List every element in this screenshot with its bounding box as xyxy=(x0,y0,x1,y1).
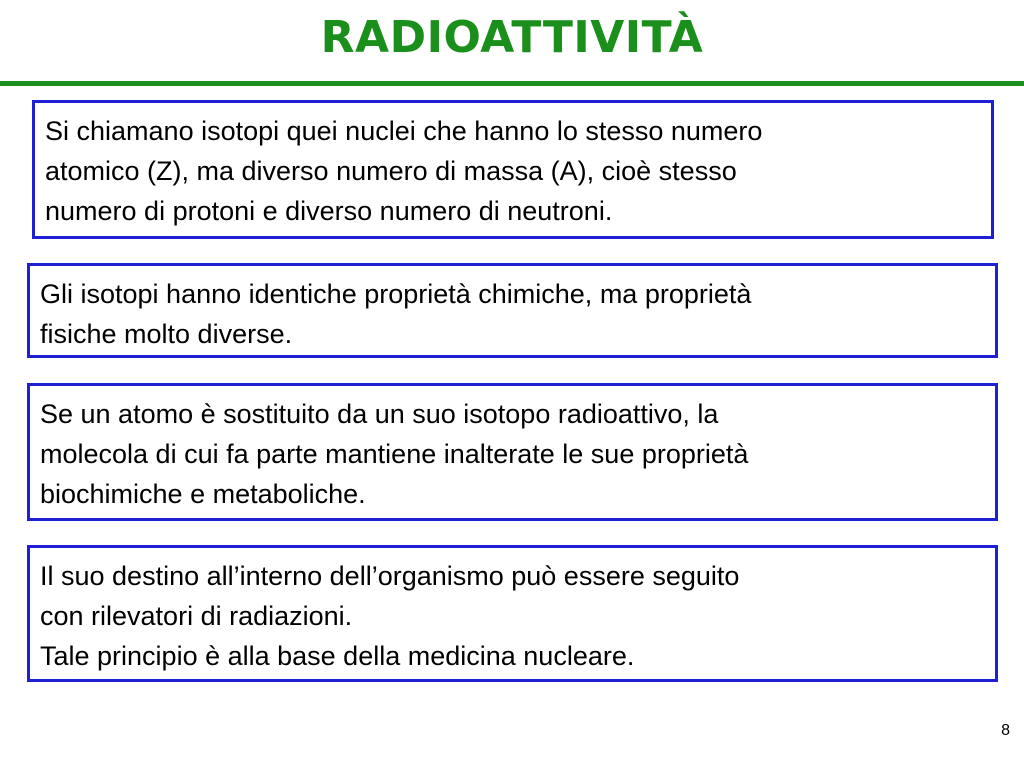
text-line: Gli isotopi hanno identiche proprietà chimiche, ma proprietà xyxy=(40,279,752,309)
nuclear-medicine-box xyxy=(27,545,998,682)
text-line: biochimiche e metaboliche. xyxy=(40,479,366,509)
isotopes-definition-box xyxy=(32,100,994,239)
title-underline xyxy=(0,81,1024,86)
text-line: numero di protoni e diverso numero di neutroni. xyxy=(45,196,613,226)
page-number: 8 xyxy=(1001,722,1010,739)
text-line: Il suo destino all’interno dell’organismo può essere seguito xyxy=(40,561,740,591)
text-line: atomico (Z), ma diverso numero di massa (A), cioè stesso xyxy=(45,156,737,186)
isotopes-properties-box xyxy=(27,263,998,358)
text-line: fisiche molto diverse. xyxy=(40,319,293,349)
text-line: Si chiamano isotopi quei nuclei che hanno lo stesso numero xyxy=(45,116,763,146)
radioactive-substitution-box xyxy=(27,383,998,521)
text-line: con rilevatori di radiazioni. xyxy=(40,601,353,631)
text-line: Se un atomo è sostituito da un suo isotopo radioattivo, la xyxy=(40,399,719,429)
slide-title: RADIOATTIVITÀ xyxy=(320,12,704,63)
text-line: Tale principio è alla base della medicina nucleare. xyxy=(40,641,635,671)
text-line: molecola di cui fa parte mantiene inalterate le sue proprietà xyxy=(40,439,749,469)
